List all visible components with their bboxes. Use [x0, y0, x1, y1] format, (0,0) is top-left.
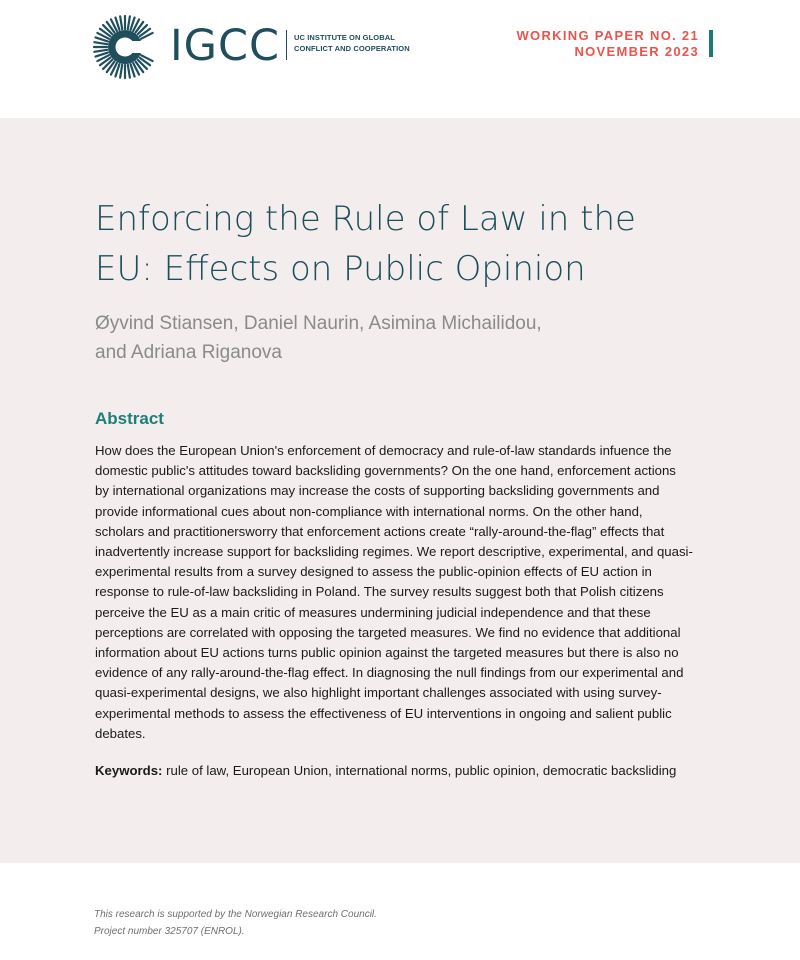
paper-title-line: EU: Effects on Public Opinion: [95, 249, 586, 289]
page-header: [0, 0, 800, 118]
abstract-line: experimental results from a survey designed to assess the public-opinion effects of EU action in: [95, 564, 652, 580]
accent-bar: [709, 30, 713, 57]
abstract-line: provide informational cues about non-compliance with international norms. On the other hand,: [95, 503, 643, 519]
logo-ray: [128, 65, 130, 78]
funding-note-line: This research is supported by the Norwegian Research Council.: [94, 909, 377, 920]
logo-divider: [286, 30, 287, 60]
authors: [95, 309, 695, 367]
authors-line: and Adriana Riganova: [95, 342, 282, 363]
abstract-line: How does the European Union's enforcement of democracy and rule-of-law standards infuence the: [95, 443, 672, 458]
keywords-label: Keywords:: [95, 763, 163, 778]
abstract-line: information about EU actions turns public opinion against the targeted measures but there is also no: [95, 645, 679, 661]
igcc-logo-icon: [92, 14, 158, 80]
abstract-line: domestic public's attitudes toward backsliding governments? On the one hand, enforcement actions: [95, 463, 676, 479]
abstract-line: scholars and practitionersworry that enforcement actions create “rally-around-the-flag” effects that: [95, 523, 665, 539]
logo-ray: [120, 16, 122, 29]
logo-subtitle-line: CONFLICT AND COOPERATION: [294, 44, 410, 53]
logo-subtitle-line: UC INSTITUTE ON GLOBAL: [294, 33, 395, 42]
abstract-line: perceive the EU as a main critic of measures undermining judicial independence and that these: [95, 604, 651, 620]
keywords-text: rule of law, European Union, international norms, public opinion, democratic backsliding: [166, 763, 677, 778]
working-paper-number: WORKING PAPER NO. 21: [516, 28, 699, 43]
abstract-line: by international organizations may increase the costs of supporting backsliding governments and: [95, 483, 660, 499]
logo-gap: [125, 41, 147, 53]
logo-subtitle: [294, 32, 410, 54]
abstract-line: experimental methods to assess the effectiveness of EU interventions in ongoing and salient public: [95, 705, 672, 721]
logo-ray: [94, 50, 107, 52]
working-paper-info: [516, 28, 699, 60]
abstract-heading: Abstract: [95, 409, 164, 428]
abstract-line: inadvertently increase support for backsliding regimes. We report descriptive, experimental, and quasi-: [95, 544, 693, 560]
abstract-line: perceptions are correlated with opposing the targeted measures. We find no evidence that additional: [95, 624, 681, 640]
abstract-line: response to rule-of-law backsliding in Poland. The survey results suggest both that Polish citizens: [95, 584, 664, 600]
abstract-text: [95, 441, 725, 744]
logo-ray: [128, 16, 130, 29]
funding-note-line: Project number 325707 (ENROL).: [94, 926, 245, 937]
abstract-line: evidence of any rally-around-the-flag effect. In diagnosing the null findings from our experimental and: [95, 665, 684, 681]
logo-ray: [94, 42, 107, 44]
keywords: [95, 761, 676, 781]
funding-note: [94, 906, 377, 940]
abstract-line: quasi-experimental designs, we also highlight important challenges associated with using survey-: [95, 685, 662, 701]
authors-line: Øyvind Stiansen, Daniel Naurin, Asimina Michailidou,: [95, 313, 542, 334]
abstract-line: debates.: [95, 725, 146, 741]
logo-ray: [120, 65, 122, 78]
logo-wordmark: IGCC: [170, 21, 281, 71]
paper-title: [95, 194, 735, 294]
paper-title-line: Enforcing the Rule of Law in the: [95, 199, 636, 239]
publication-date: NOVEMBER 2023: [574, 44, 699, 59]
